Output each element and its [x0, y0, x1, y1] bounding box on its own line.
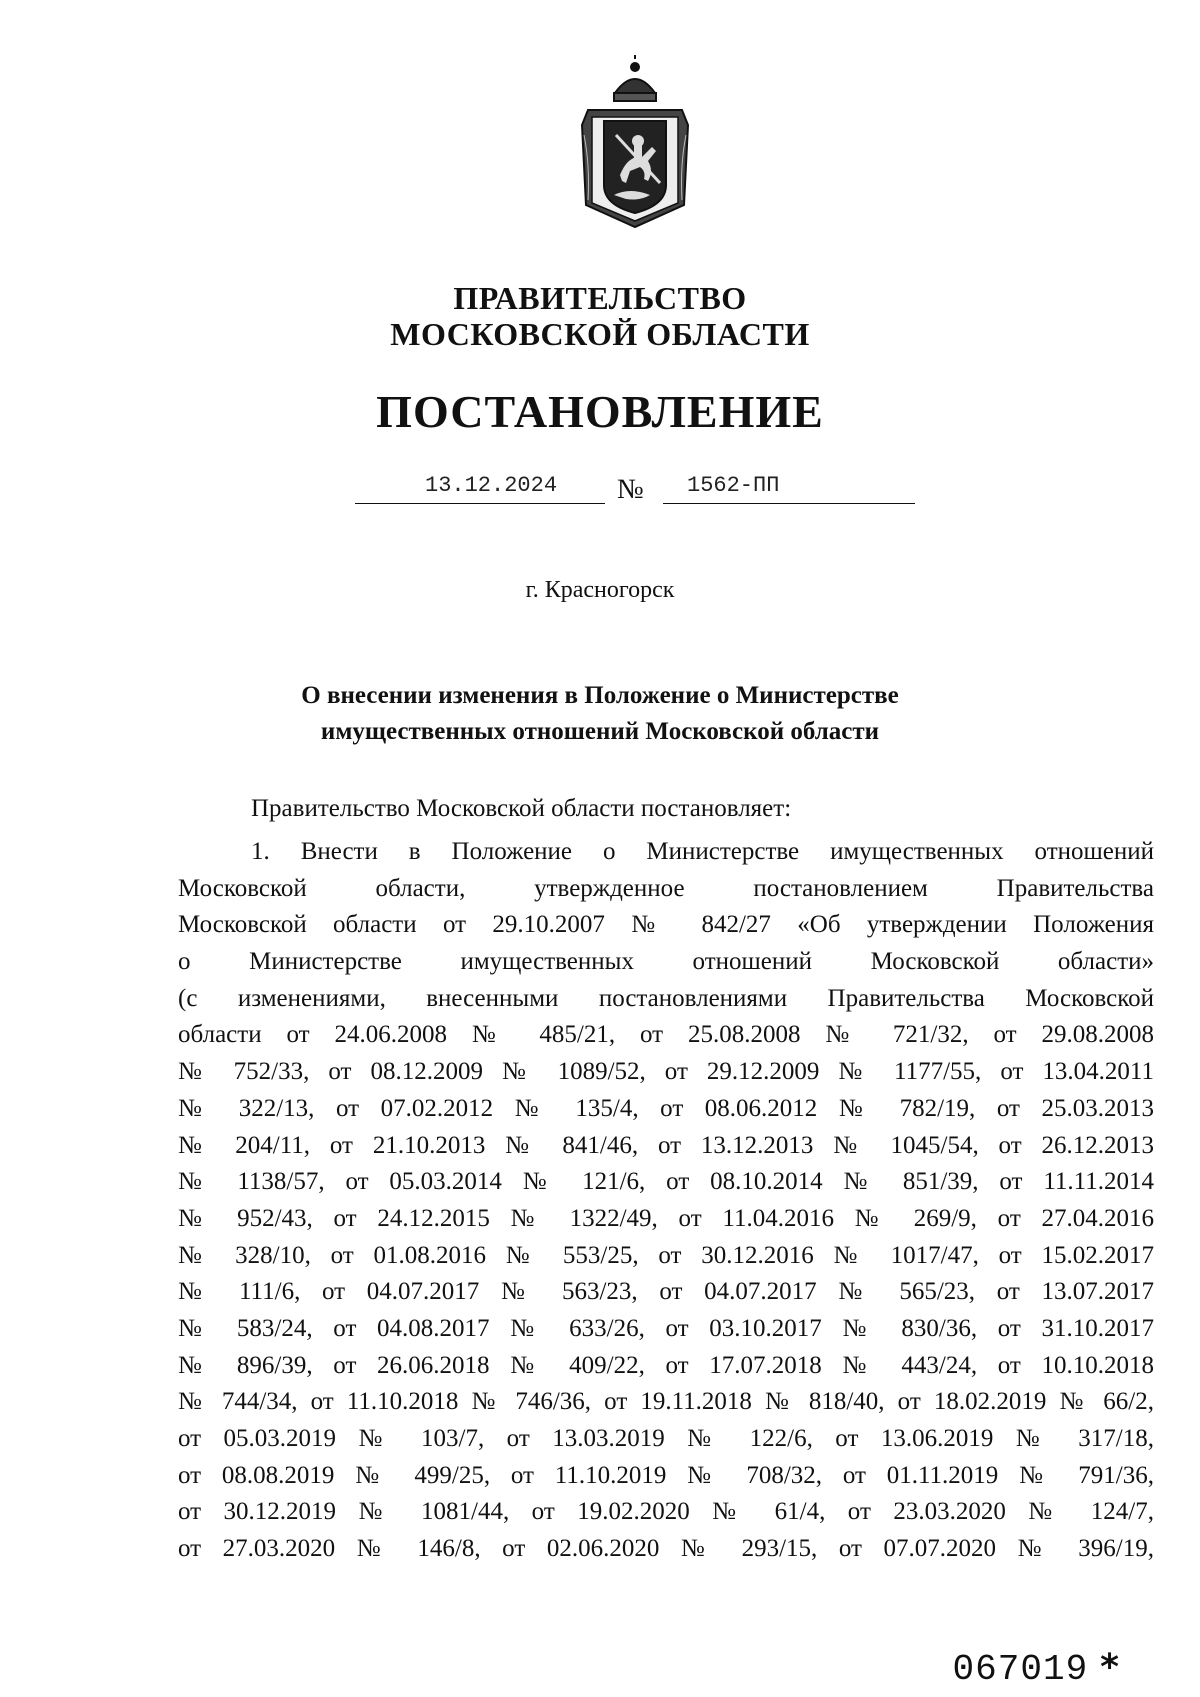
- document-date: 13.12.2024: [425, 473, 558, 498]
- document-type: ПОСТАНОВЛЕНИЕ: [376, 386, 824, 437]
- body-line: № 896/39, от 26.06.2018 № 409/22, от 17.07.2018 № 443/24, от 10.10.2018: [178, 1351, 1154, 1379]
- body-line: № 204/11, от 21.10.2013 № 841/46, от 13.12.2013 № 1045/54, от 26.12.2013: [178, 1131, 1154, 1159]
- subject-line-1: О внесении изменения в Положение о Министерстве: [301, 682, 899, 709]
- page-serial-number: [953, 1647, 1120, 1690]
- date-underline: [355, 503, 605, 504]
- body-line: о Министерстве имущественных отношений Московской области»: [178, 948, 1154, 976]
- body-line: Московской области от 29.10.2007 № 842/27 «Об утверждении Положения: [178, 911, 1154, 939]
- body-line: от 30.12.2019 № 1081/44, от 19.02.2020 № 61/4, от 23.03.2020 № 124/7,: [178, 1498, 1154, 1526]
- body-line: 1. Внести в Положение о Министерстве имущественных отношений: [251, 838, 1154, 865]
- body-line: от 05.03.2019 № 103/7, от 13.03.2019 № 122/6, от 13.06.2019 № 317/18,: [178, 1425, 1154, 1452]
- body-line: № 583/24, от 04.08.2017 № 633/26, от 03.10.2017 № 830/36, от 31.10.2017: [178, 1314, 1154, 1342]
- body-line: (с изменениями, внесенными постановлениями Правительства Московской: [178, 984, 1154, 1012]
- body-line: от 08.08.2019 № 499/25, от 11.10.2019 № 708/32, от 01.11.2019 № 791/36,: [178, 1461, 1154, 1489]
- body-line: № 752/33, от 08.12.2009 № 1089/52, от 29.12.2009 № 1177/55, от 13.04.2011: [178, 1058, 1154, 1086]
- body-line: № 744/34, от 11.10.2018 № 746/36, от 19.11.2018 № 818/40, от 18.02.2019 № 66/2,: [178, 1388, 1154, 1416]
- number-sign: №: [617, 474, 644, 505]
- body-line: № 328/10, от 01.08.2016 № 553/25, от 30.12.2016 № 1017/47, от 15.02.2017: [178, 1241, 1154, 1269]
- org-line-1: ПРАВИТЕЛЬСТВО: [453, 280, 747, 316]
- document-subject: [0, 678, 1200, 750]
- body-paragraph: [178, 834, 1154, 1568]
- document-number: 1562-ПП: [687, 473, 780, 498]
- body-line: № 111/6, от 04.07.2017 № 563/23, от 04.07.2017 № 565/23, от 13.07.2017: [178, 1278, 1154, 1306]
- body-line: № 952/43, от 24.12.2015 № 1322/49, от 11.04.2016 № 269/9, от 27.04.2016: [178, 1204, 1154, 1232]
- body-line: области от 24.06.2008 № 485/21, от 25.08.2008 № 721/32, от 29.08.2008: [178, 1021, 1154, 1049]
- number-underline: [663, 503, 915, 504]
- city: г. Красногорск: [525, 577, 675, 603]
- date-number-row: [355, 468, 915, 508]
- body-line: № 1138/57, от 05.03.2014 № 121/6, от 08.10.2014 № 851/39, от 11.11.2014: [178, 1168, 1154, 1196]
- subject-line-2: имущественных отношений Московской области: [320, 718, 880, 745]
- asterisk-mark: *: [1100, 1647, 1120, 1688]
- serial-number: 067019: [952, 1649, 1089, 1690]
- coat-of-arms-emblem: [570, 55, 700, 230]
- org-line-2: МОСКОВСКОЙ ОБЛАСТИ: [390, 316, 810, 352]
- organization-name: [0, 280, 1200, 352]
- body-line: Московской области, утвержденное постановлением Правительства: [178, 874, 1154, 902]
- body-line: от 27.03.2020 № 146/8, от 02.06.2020 № 293/15, от 07.07.2020 № 396/19,: [178, 1535, 1154, 1563]
- preamble: Правительство Московской области постановляет:: [251, 795, 792, 822]
- body-line: № 322/13, от 07.02.2012 № 135/4, от 08.06.2012 № 782/19, от 25.03.2013: [178, 1094, 1154, 1122]
